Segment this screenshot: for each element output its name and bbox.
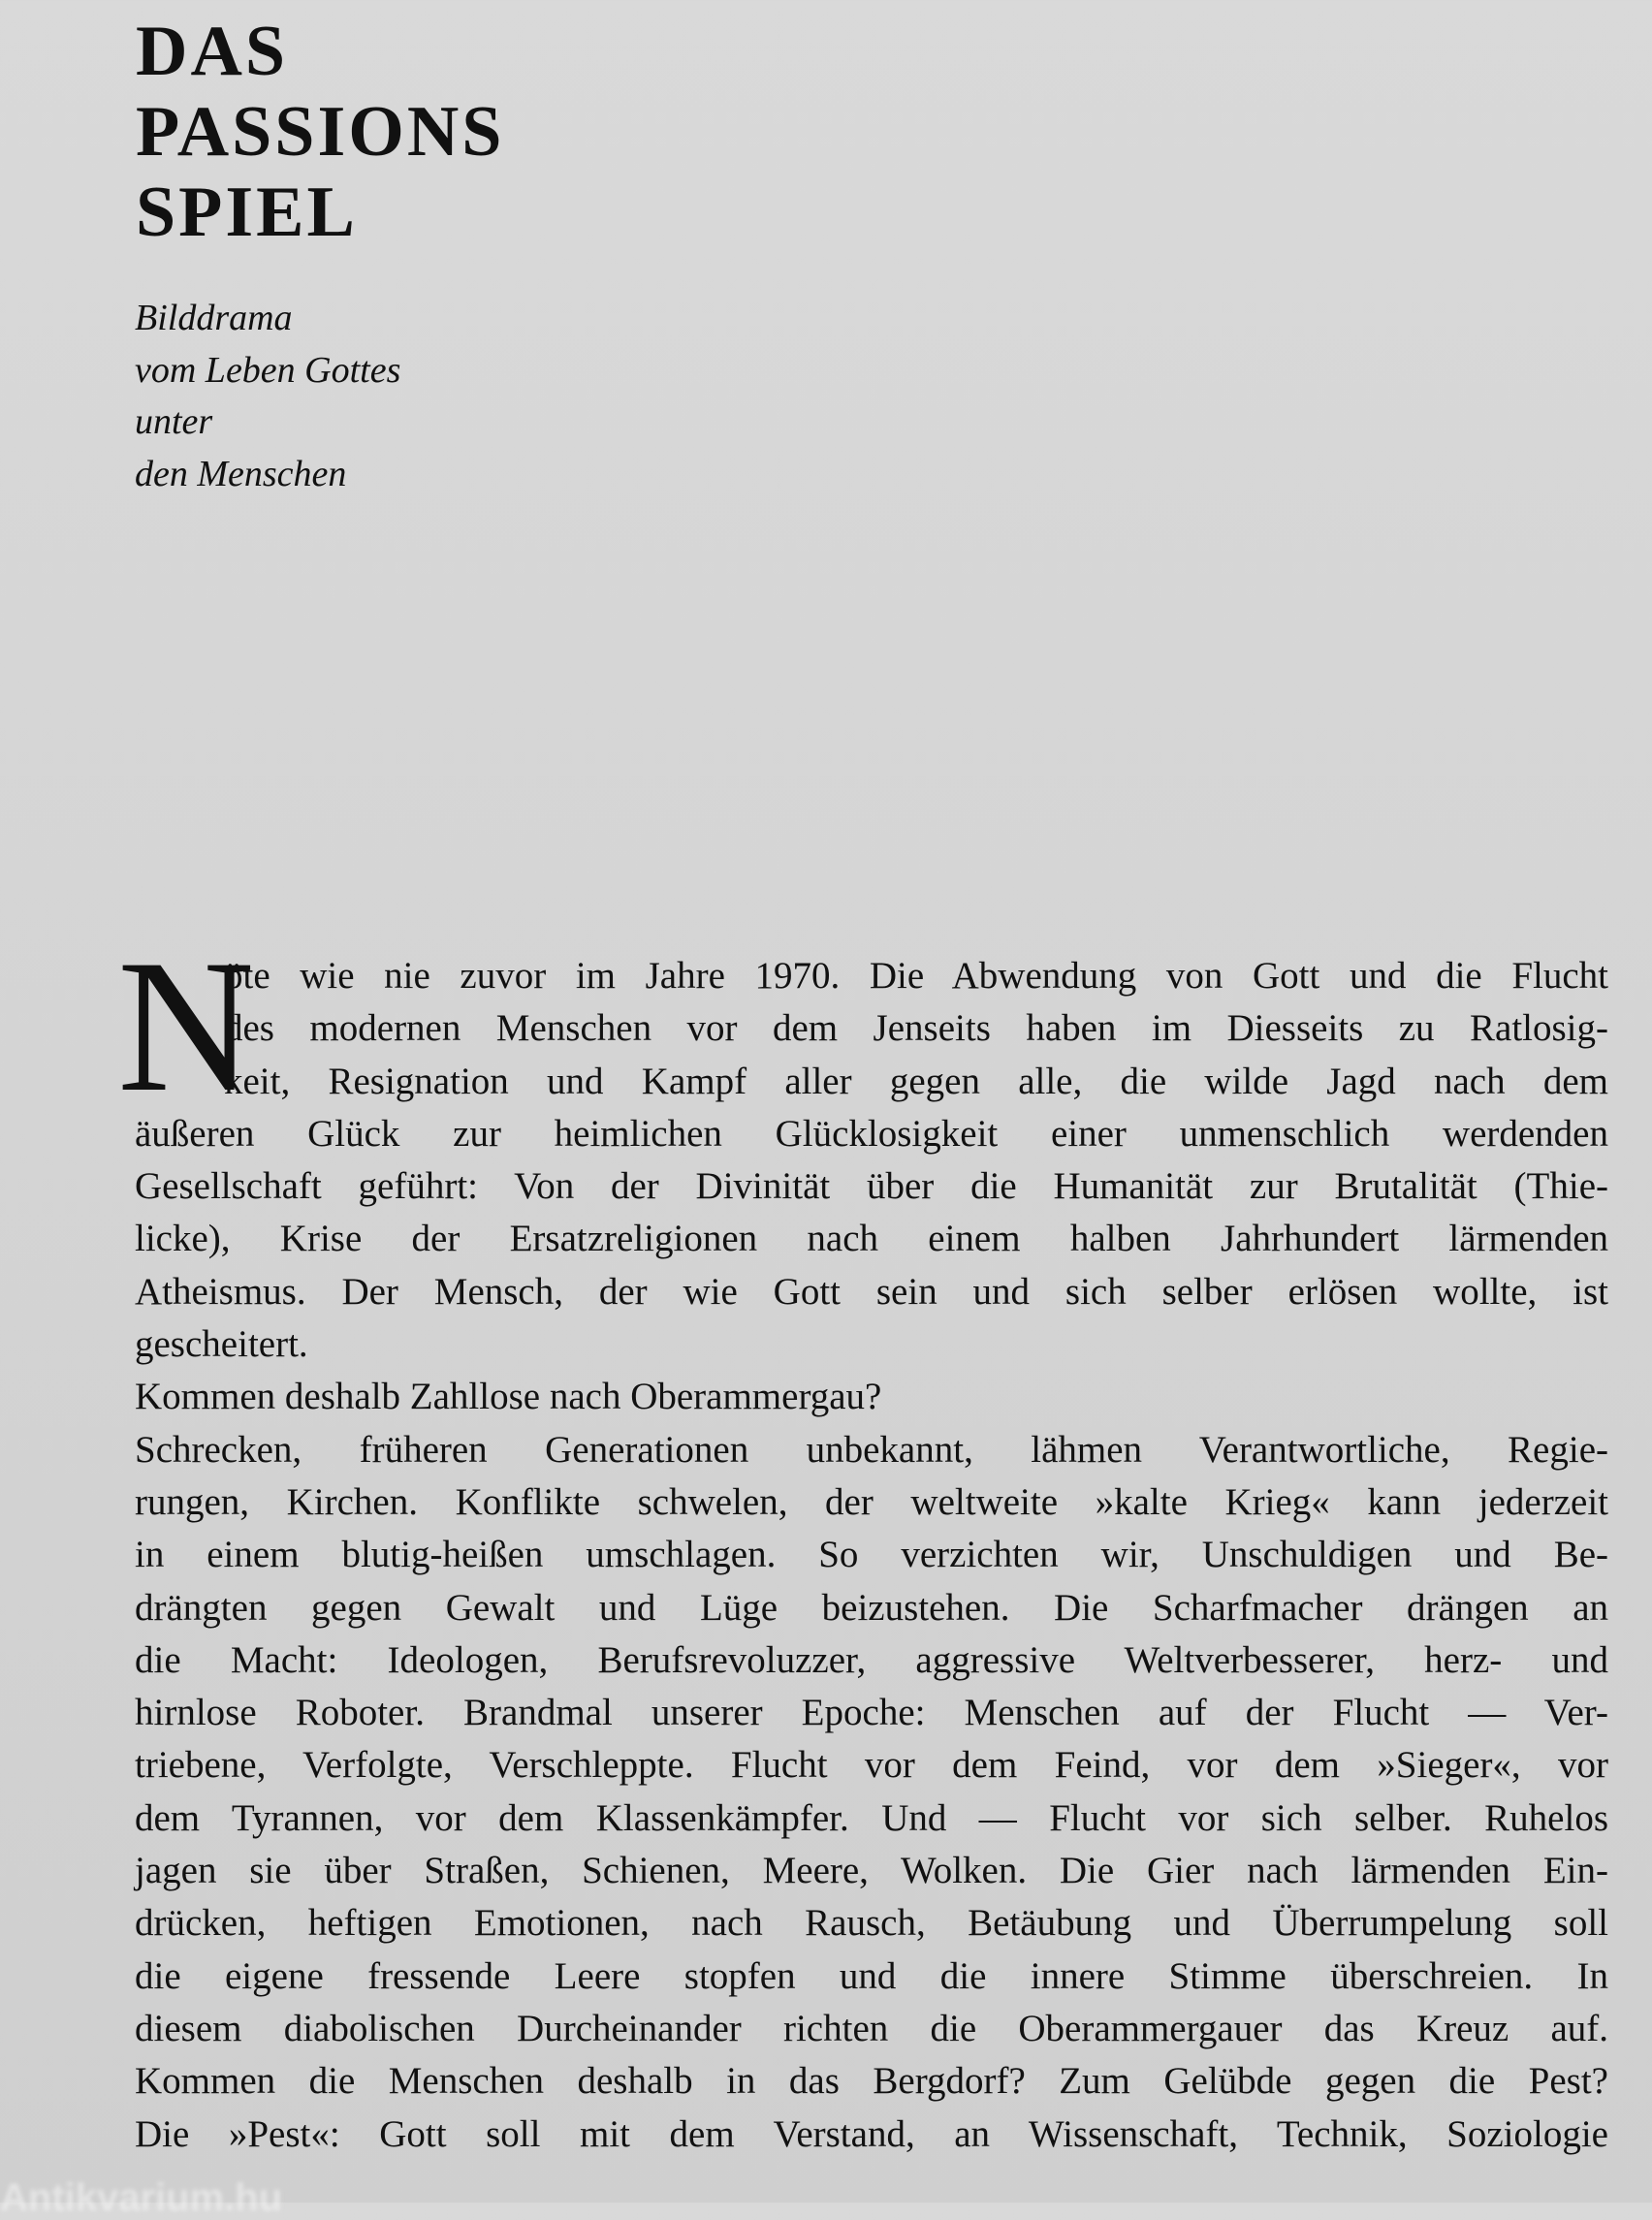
body-line: drängten gegen Gewalt und Lüge beizustehen. Die Scharfmacher drängen an <box>135 1586 1608 1629</box>
body-line: äußeren Glück zur heimlichen Glücklosigkeit einer unmenschlich werdenden <box>135 1112 1608 1155</box>
body-line: Kommen die Menschen deshalb in das Bergdorf? Zum Gelübde gegen die Pest? <box>135 2060 1608 2103</box>
body-line: die eigene fressende Leere stopfen und die innere Stimme überschreien. In <box>135 1954 1608 1997</box>
body-line: öte wie nie zuvor im Jahre 1970. Die Abwendung von Gott und die Flucht <box>224 955 1608 997</box>
title-line: SPIEL <box>136 173 358 252</box>
body-line: hirnlose Roboter. Brandmal unserer Epoche: Menschen auf der Flucht — Ver- <box>135 1692 1608 1734</box>
body-line: licke), Krise der Ersatzreligionen nach einem halben Jahrhundert lärmenden <box>135 1218 1608 1260</box>
subtitle-line: vom Leben Gottes <box>135 349 401 391</box>
body-line: des modernen Menschen vor dem Jenseits haben im Diesseits zu Ratlosig- <box>224 1007 1608 1050</box>
title-line: PASSIONS <box>136 92 505 172</box>
body-line: triebene, Verfolgte, Verschleppte. Flucht vor dem Feind, vor dem »Sieger«, vor <box>135 1744 1608 1787</box>
subtitle-line: Bilddrama <box>135 298 293 338</box>
subtitle-line: den Menschen <box>135 453 347 494</box>
watermark: Antikvarium.hu <box>0 2176 283 2219</box>
body-line: in einem blutig-heißen umschlagen. So verzichten wir, Unschuldigen und Be- <box>135 1534 1608 1576</box>
body-line: die Macht: Ideologen, Berufsrevoluzzer, aggressive Weltverbesserer, herz- und <box>135 1638 1608 1681</box>
body-line: Kommen deshalb Zahllose nach Oberammergau? <box>135 1376 882 1418</box>
body-line: jagen sie über Straßen, Schienen, Meere, Wolken. Die Gier nach lärmenden Ein- <box>135 1850 1608 1892</box>
subtitle-line: unter <box>135 401 213 442</box>
subtitle <box>135 293 400 500</box>
body-line: gescheitert. <box>135 1323 308 1366</box>
title-line: DAS <box>136 12 289 91</box>
body-line: keit, Resignation und Kampf aller gegen alle, die wilde Jagd nach dem <box>224 1060 1608 1102</box>
page-title <box>136 12 504 253</box>
body-line: Gesellschaft geführt: Von der Divinität über die Humanität zur Brutalität (Thie- <box>135 1165 1608 1208</box>
body-text <box>117 921 1608 2161</box>
body-line: dem Tyrannen, vor dem Klassenkämpfer. Und — Flucht vor sich selber. Ruhelos <box>135 1796 1608 1839</box>
body-line: Schrecken, früheren Generationen unbekannt, lähmen Verantwortliche, Regie- <box>135 1428 1608 1471</box>
body-line: rungen, Kirchen. Konflikte schwelen, der weltweite »kalte Krieg« kann jederzeit <box>135 1480 1608 1523</box>
body-line: drücken, heftigen Emotionen, nach Rausch, Betäubung und Überrumpelung soll <box>135 1902 1608 1945</box>
body-line: Atheismus. Der Mensch, der wie Gott sein und sich selber erlösen wollte, ist <box>135 1270 1608 1313</box>
drop-cap: N <box>117 921 255 1131</box>
body-line: Die »Pest«: Gott soll mit dem Verstand, an Wissenschaft, Technik, Soziologie <box>135 2112 1608 2155</box>
body-line: diesem diabolischen Durcheinander richten die Oberammergauer das Kreuz auf. <box>135 2007 1608 2049</box>
